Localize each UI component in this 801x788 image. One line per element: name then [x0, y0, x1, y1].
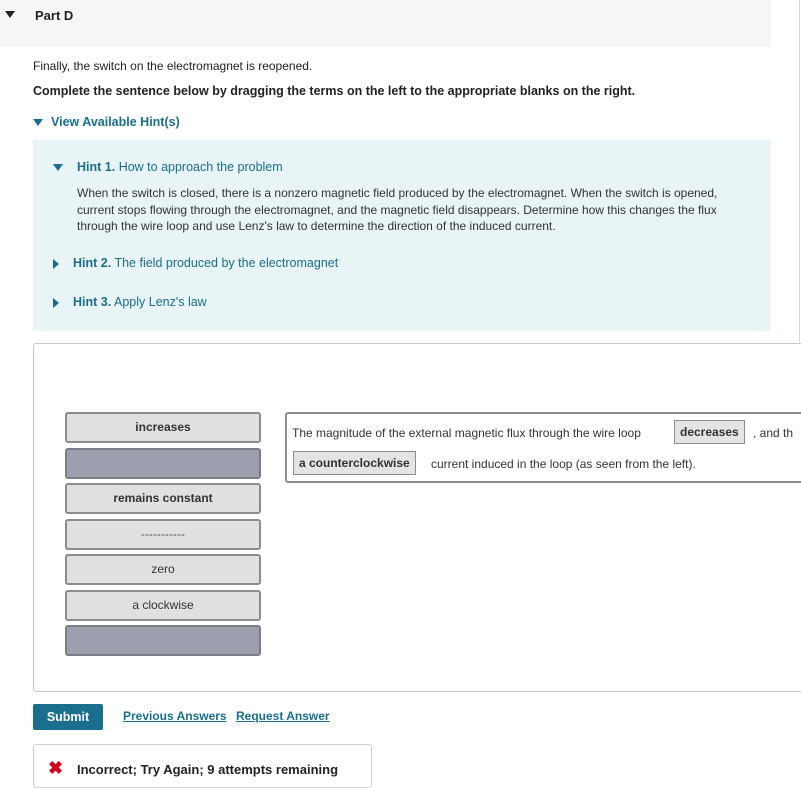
chevron-right-icon [53, 298, 59, 308]
blank-1-filled[interactable]: decreases [674, 420, 745, 444]
submit-button[interactable]: Submit [33, 704, 103, 730]
request-answer-link[interactable]: Request Answer [236, 709, 330, 723]
hint-number: Hint 3. [73, 295, 112, 309]
hint-3-toggle[interactable] [53, 295, 207, 309]
feedback-text: Incorrect; Try Again; 9 attempts remaining [77, 762, 339, 777]
blank-2-filled[interactable]: a counterclockwise [293, 451, 416, 475]
hint-title: Apply Lenz's law [114, 295, 207, 309]
hint-1-body: When the switch is closed, there is a nonzero magnetic field produced by the electromagnet. When the switch is opened, current stops flowing through the electromagnet, and the magnetic field disappears. Determine how this changes the flux through the wire loop and use Lenz's law to determine the direction of the induced current. [77, 186, 718, 233]
drag-token-slot-empty[interactable] [65, 448, 261, 479]
sentence-text: current induced in the loop (as seen from the left). [431, 457, 696, 471]
sentence-box [285, 412, 801, 483]
hint-number: Hint 1. [77, 160, 116, 174]
hint-title: The field produced by the electromagnet [114, 256, 339, 270]
drag-token-slot-empty[interactable] [65, 625, 261, 656]
error-x-icon: ✖ [48, 758, 64, 778]
hint-2-toggle[interactable] [53, 256, 338, 270]
chevron-down-icon [53, 164, 63, 171]
instructions: Complete the sentence below by dragging the terms on the left to the appropriate blanks on the right. [33, 84, 636, 98]
sentence-text: The magnitude of the external magnetic flux through the wire loop [292, 426, 641, 440]
view-hints-label: View Available Hint(s) [51, 115, 180, 129]
drag-token-placeholder[interactable]: ----------- [65, 519, 261, 550]
view-hints-toggle[interactable] [33, 115, 180, 129]
part-header[interactable] [0, 0, 771, 47]
previous-answers-link[interactable]: Previous Answers [123, 709, 227, 723]
chevron-right-icon [53, 259, 59, 269]
drag-token-a-clockwise[interactable]: a clockwise [65, 590, 261, 621]
drag-token-increases[interactable]: increases [65, 412, 261, 443]
chevron-down-icon [33, 119, 43, 126]
hint-title: How to approach the problem [118, 160, 283, 174]
sentence-text: , and th [753, 426, 794, 440]
hint-number: Hint 2. [73, 256, 112, 270]
drag-token-zero[interactable]: zero [65, 554, 261, 585]
problem-intro: Finally, the switch on the electromagnet is reopened. [33, 59, 313, 73]
part-title: Part D [35, 8, 74, 23]
drag-token-remains-constant[interactable]: remains constant [65, 483, 261, 514]
collapse-arrow-icon[interactable] [5, 11, 15, 18]
hint-1-toggle[interactable] [53, 160, 283, 174]
